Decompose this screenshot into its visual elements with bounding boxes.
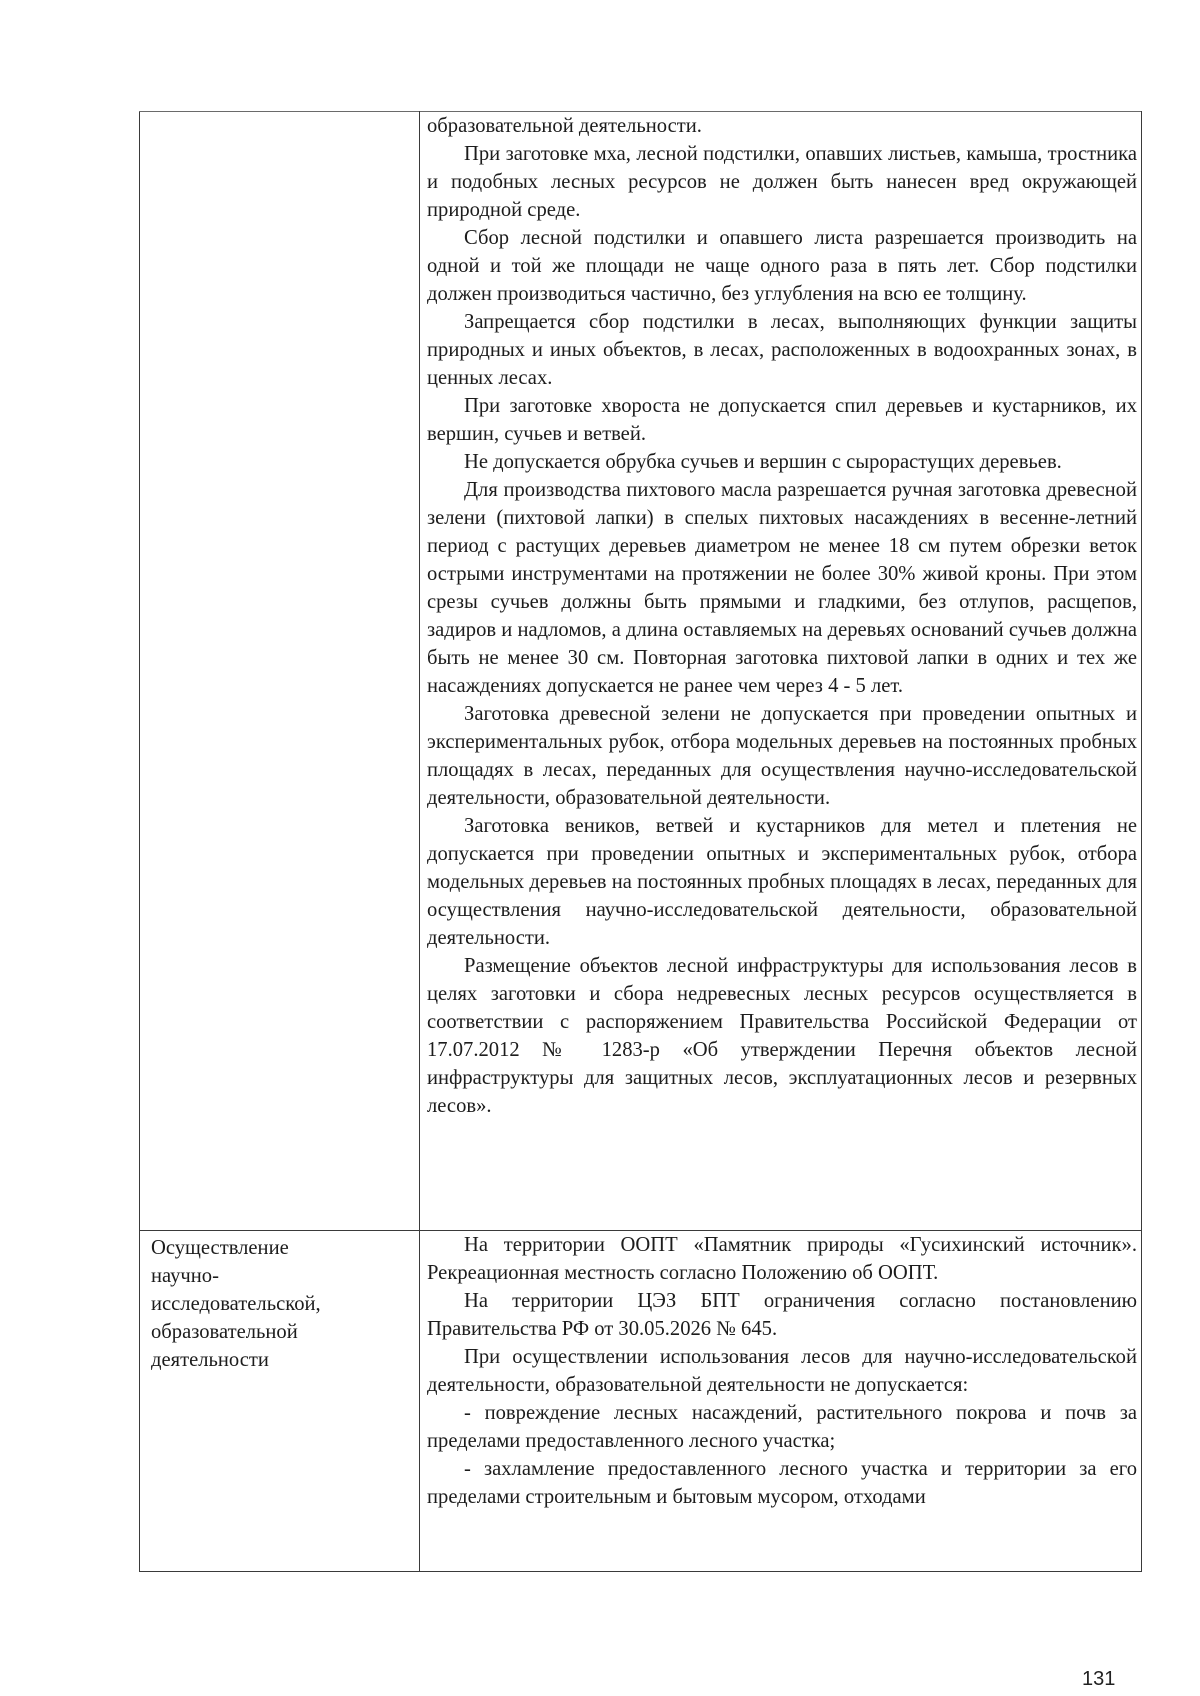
paragraph: Сбор лесной подстилки и опавшего листа разрешается производить на одной и той же площади не чаще одного раза в пять лет. Сбор подстилки должен производиться частично, без углубления на всю ее толщину. [427,227,1137,305]
row-heading-line: исследовательской, [151,1293,321,1315]
paragraph: Не допускается обрубка сучьев и вершин с сырорастущих деревьев. [464,451,1062,473]
paragraph: - повреждение лесных насаждений, растительного покрова и почв за пределами предоставленного лесного участка; [427,1402,1137,1452]
cell-right-text [420,1231,1141,1511]
row-heading-line: Осуществление [151,1237,289,1259]
cell-left-text [140,112,419,115]
cell-right-text [420,112,1141,1120]
paragraph: - захламление предоставленного лесного участка и территории за его пределами строительным и бытовым мусором, отходами [427,1458,1137,1508]
paragraph: При осуществлении использования лесов для научно-исследовательской деятельности, образовательной деятельности не допускается: [427,1346,1137,1396]
row-heading-line: деятельности [151,1349,269,1371]
page-number: 131 [1082,1668,1116,1690]
paragraph: образовательной деятельности. [427,115,702,137]
row-heading-line: научно- [151,1265,219,1287]
table-cell-left [140,1231,420,1572]
table-row [140,1231,1142,1572]
paragraph: На территории ЦЭЗ БПТ ограничения согласно постановлению Правительства РФ от 30.05.2026 № 645. [427,1290,1137,1340]
paragraph: При заготовке мха, лесной подстилки, опавших листьев, камыша, тростника и подобных лесных ресурсов не должен быть нанесен вред окружающей природной среде. [427,143,1137,221]
paragraph: На территории ООПТ «Памятник природы «Гусихинский источник». Рекреационная местность согласно Положению об ООПТ. [427,1234,1137,1284]
paragraph: Заготовка веников, ветвей и кустарников для метел и плетения не допускается при проведении опытных и экспериментальных рубок, отбора модельных деревьев на постоянных пробных площадях в лесах, переданных для осуществления научно-исследовательской деятельности, образовательной деятельности. [427,815,1137,949]
table-cell-left [140,112,420,1231]
paragraph: Заготовка древесной зелени не допускается при проведении опытных и экспериментальных рубок, отбора модельных деревьев на постоянных пробных площадях в лесах, переданных для осуществления научно-исследовательской деятельности, образовательной деятельности. [427,703,1137,809]
paragraph: При заготовке хвороста не допускается спил деревьев и кустарников, их вершин, сучьев и ветвей. [427,395,1137,445]
row-heading-line: образовательной [151,1321,298,1343]
paragraph: Размещение объектов лесной инфраструктуры для использования лесов в целях заготовки и сбора недревесных лесных ресурсов осуществляется в соответствии с распоряжением Правительства Российской Федерации от 17.07.2012 № 1283-р «Об утверждении Перечня объектов лесной инфраструктуры для защитных лесов, эксплуатационных лесов и резервных лесов». [427,955,1137,1117]
table-cell-right [420,112,1142,1231]
paragraph: Запрещается сбор подстилки в лесах, выполняющих функции защиты природных и иных объектов, в лесах, расположенных в водоохранных зонах, в ценных лесах. [427,311,1137,389]
row-heading [140,1231,419,1374]
document-table [139,111,1142,1572]
table-row [140,112,1142,1231]
paragraph: Для производства пихтового масла разрешается ручная заготовка древесной зелени (пихтовой лапки) в спелых пихтовых насаждениях в весенне-летний период с растущих деревьев диаметром не менее 18 см путем обрезки веток острыми инструментами на протяжении не более 30% живой кроны. При этом срезы сучьев должны быть прямыми и гладкими, без отлупов, расщепов, задиров и надломов, а длина оставляемых на деревьях оснований сучьев должна быть не менее 30 см. Повторная заготовка пихтовой лапки в одних и тех же насаждениях допускается не ранее чем через 4 - 5 лет. [427,479,1137,697]
table-cell-right [420,1231,1142,1572]
